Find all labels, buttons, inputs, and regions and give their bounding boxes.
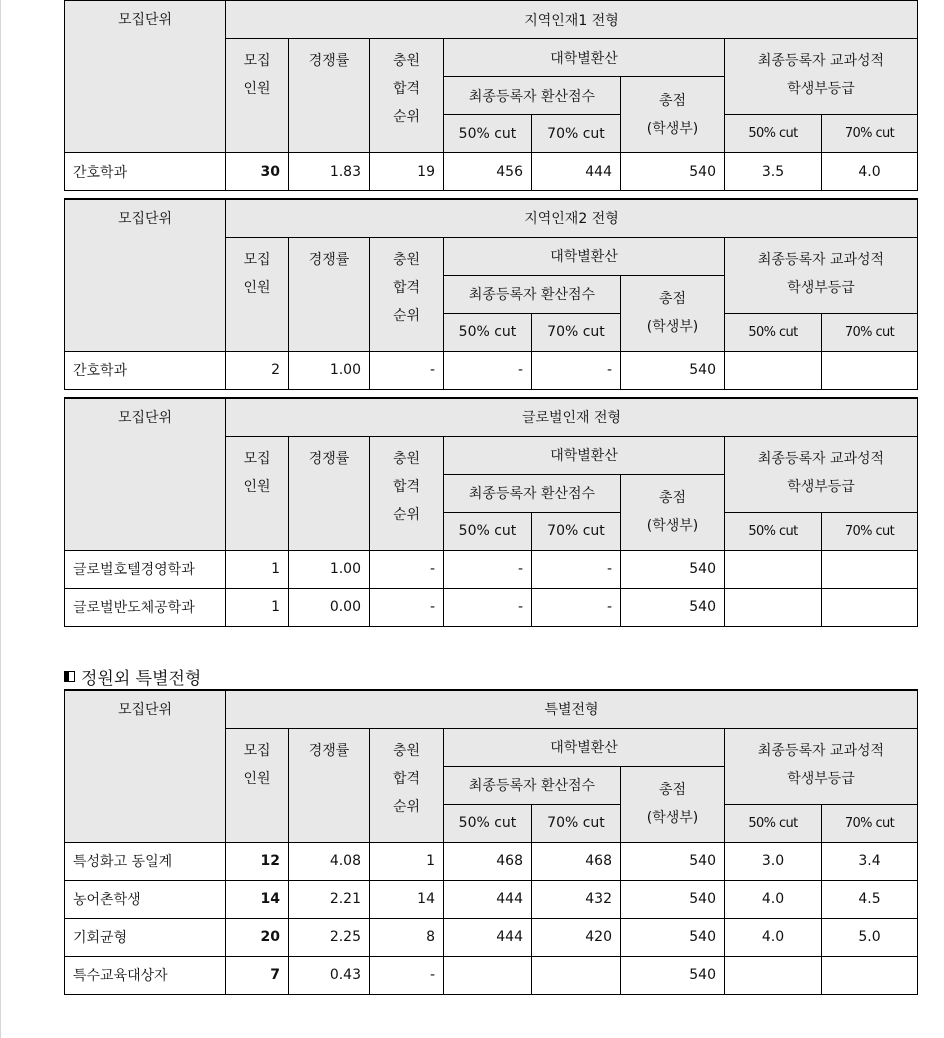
cell-capacity: 1 — [226, 588, 289, 626]
header-fill-rank: 충원 합격 순위 — [370, 39, 444, 153]
cell-cut-70: 444 — [532, 153, 621, 191]
cell-cut-70: 420 — [532, 918, 621, 956]
cell-cut-70: - — [532, 550, 621, 588]
header-university-conversion: 대학별환산 — [444, 39, 725, 77]
cell-ratio: 0.00 — [289, 588, 370, 626]
cell-cut-70: - — [532, 588, 621, 626]
header-competition-ratio: 경쟁률 — [289, 436, 370, 550]
cell-unit: 간호학과 — [65, 153, 226, 191]
cell-rank: - — [370, 956, 444, 994]
table-row — [65, 918, 918, 956]
cell-ratio: 0.43 — [289, 956, 370, 994]
header-capacity: 모집 인원 — [226, 436, 289, 550]
header-grade-cut-50: 50% cut — [725, 512, 822, 550]
header-admission-type: 지역인재2 전형 — [226, 199, 918, 237]
header-cut-70: 70% cut — [532, 804, 621, 842]
cell-grade-50 — [725, 588, 822, 626]
cell-rank: - — [370, 588, 444, 626]
header-grade-cut-50: 50% cut — [725, 115, 822, 153]
header-grade-cut-70: 70% cut — [822, 512, 918, 550]
cell-grade-70: 4.5 — [822, 880, 918, 918]
cell-total: 540 — [621, 588, 725, 626]
page-left-border — [0, 0, 1, 1038]
header-final-conversion: 최종등록자 환산점수 — [444, 766, 621, 804]
cell-rank: 8 — [370, 918, 444, 956]
table-row — [65, 588, 918, 626]
section-heading-text: 정원외 특별전형 — [81, 669, 202, 689]
header-unit: 모집단위 — [65, 199, 226, 351]
table-row — [65, 153, 918, 191]
header-cut-50: 50% cut — [444, 804, 532, 842]
cell-grade-70: 5.0 — [822, 918, 918, 956]
cell-ratio: 1.83 — [289, 153, 370, 191]
cell-total: 540 — [621, 153, 725, 191]
header-university-conversion: 대학별환산 — [444, 728, 725, 766]
section-heading — [64, 664, 201, 689]
header-unit: 모집단위 — [65, 1, 226, 153]
cell-capacity: 2 — [226, 351, 289, 389]
header-fill-rank: 충원 합격 순위 — [370, 728, 444, 842]
cell-total: 540 — [621, 880, 725, 918]
cell-rank: 1 — [370, 842, 444, 880]
cell-grade-50: 3.0 — [725, 842, 822, 880]
cell-ratio: 1.00 — [289, 351, 370, 389]
admission-table — [64, 397, 918, 627]
cell-cut-50: - — [444, 351, 532, 389]
cell-unit: 기회균형 — [65, 918, 226, 956]
cell-capacity: 7 — [226, 956, 289, 994]
header-capacity: 모집 인원 — [226, 39, 289, 153]
table-row — [65, 842, 918, 880]
cell-unit: 글로벌호텔경영학과 — [65, 550, 226, 588]
cell-unit: 특성화고 동일계 — [65, 842, 226, 880]
cell-grade-70 — [822, 550, 918, 588]
header-university-conversion: 대학별환산 — [444, 436, 725, 474]
cell-unit: 농어촌학생 — [65, 880, 226, 918]
cell-cut-50 — [444, 956, 532, 994]
header-competition-ratio: 경쟁률 — [289, 39, 370, 153]
cell-grade-70: 3.4 — [822, 842, 918, 880]
header-cut-70: 70% cut — [532, 115, 621, 153]
admission-table — [64, 198, 918, 390]
cell-cut-50: 444 — [444, 918, 532, 956]
header-grade: 최종등록자 교과성적 학생부등급 — [725, 39, 918, 115]
table-row — [65, 956, 918, 994]
header-cut-50: 50% cut — [444, 313, 532, 351]
header-unit: 모집단위 — [65, 398, 226, 550]
cell-grade-50 — [725, 550, 822, 588]
header-competition-ratio: 경쟁률 — [289, 237, 370, 351]
header-total: 총점 (학생부) — [621, 474, 725, 550]
header-cut-50: 50% cut — [444, 512, 532, 550]
header-capacity: 모집 인원 — [226, 728, 289, 842]
cell-grade-70 — [822, 351, 918, 389]
cell-ratio: 2.21 — [289, 880, 370, 918]
cell-capacity: 1 — [226, 550, 289, 588]
header-fill-rank: 충원 합격 순위 — [370, 237, 444, 351]
header-admission-type: 특별전형 — [226, 690, 918, 728]
header-admission-type: 지역인재1 전형 — [226, 1, 918, 39]
header-final-conversion: 최종등록자 환산점수 — [444, 77, 621, 115]
cell-unit: 글로벌반도체공학과 — [65, 588, 226, 626]
header-competition-ratio: 경쟁률 — [289, 728, 370, 842]
cell-capacity: 20 — [226, 918, 289, 956]
cell-total: 540 — [621, 351, 725, 389]
cell-total: 540 — [621, 956, 725, 994]
admission-table — [64, 689, 918, 995]
header-grade: 최종등록자 교과성적 학생부등급 — [725, 728, 918, 804]
cell-rank: 14 — [370, 880, 444, 918]
cell-capacity: 12 — [226, 842, 289, 880]
half-filled-square-icon — [64, 671, 75, 682]
header-fill-rank: 충원 합격 순위 — [370, 436, 444, 550]
header-final-conversion: 최종등록자 환산점수 — [444, 275, 621, 313]
header-total: 총점 (학생부) — [621, 766, 725, 842]
cell-cut-50: - — [444, 588, 532, 626]
cell-rank: 19 — [370, 153, 444, 191]
table-row — [65, 351, 918, 389]
header-cut-70: 70% cut — [532, 512, 621, 550]
header-total: 총점 (학생부) — [621, 275, 725, 351]
cell-unit: 간호학과 — [65, 351, 226, 389]
table-row — [65, 880, 918, 918]
header-unit: 모집단위 — [65, 690, 226, 842]
cell-capacity: 30 — [226, 153, 289, 191]
cell-grade-50 — [725, 956, 822, 994]
cell-cut-50: 456 — [444, 153, 532, 191]
cell-total: 540 — [621, 550, 725, 588]
cell-cut-70 — [532, 956, 621, 994]
cell-cut-70: 468 — [532, 842, 621, 880]
cell-grade-50: 4.0 — [725, 880, 822, 918]
header-grade-cut-50: 50% cut — [725, 313, 822, 351]
header-grade-cut-70: 70% cut — [822, 115, 918, 153]
cell-cut-70: 432 — [532, 880, 621, 918]
cell-grade-50: 3.5 — [725, 153, 822, 191]
cell-grade-70: 4.0 — [822, 153, 918, 191]
header-final-conversion: 최종등록자 환산점수 — [444, 474, 621, 512]
header-grade: 최종등록자 교과성적 학생부등급 — [725, 237, 918, 313]
cell-rank: - — [370, 550, 444, 588]
cell-grade-50: 4.0 — [725, 918, 822, 956]
header-grade-cut-70: 70% cut — [822, 313, 918, 351]
cell-grade-70 — [822, 956, 918, 994]
header-cut-70: 70% cut — [532, 313, 621, 351]
cell-cut-50: 444 — [444, 880, 532, 918]
admission-table — [64, 0, 918, 191]
header-capacity: 모집 인원 — [226, 237, 289, 351]
cell-unit: 특수교육대상자 — [65, 956, 226, 994]
cell-ratio: 4.08 — [289, 842, 370, 880]
header-grade: 최종등록자 교과성적 학생부등급 — [725, 436, 918, 512]
header-grade-cut-70: 70% cut — [822, 804, 918, 842]
cell-capacity: 14 — [226, 880, 289, 918]
cell-cut-50: - — [444, 550, 532, 588]
cell-ratio: 1.00 — [289, 550, 370, 588]
cell-grade-70 — [822, 588, 918, 626]
cell-rank: - — [370, 351, 444, 389]
cell-cut-50: 468 — [444, 842, 532, 880]
header-grade-cut-50: 50% cut — [725, 804, 822, 842]
header-admission-type: 글로벌인재 전형 — [226, 398, 918, 436]
header-total: 총점 (학생부) — [621, 77, 725, 153]
cell-cut-70: - — [532, 351, 621, 389]
cell-ratio: 2.25 — [289, 918, 370, 956]
cell-grade-50 — [725, 351, 822, 389]
cell-total: 540 — [621, 918, 725, 956]
header-cut-50: 50% cut — [444, 115, 532, 153]
table-row — [65, 550, 918, 588]
header-university-conversion: 대학별환산 — [444, 237, 725, 275]
cell-total: 540 — [621, 842, 725, 880]
